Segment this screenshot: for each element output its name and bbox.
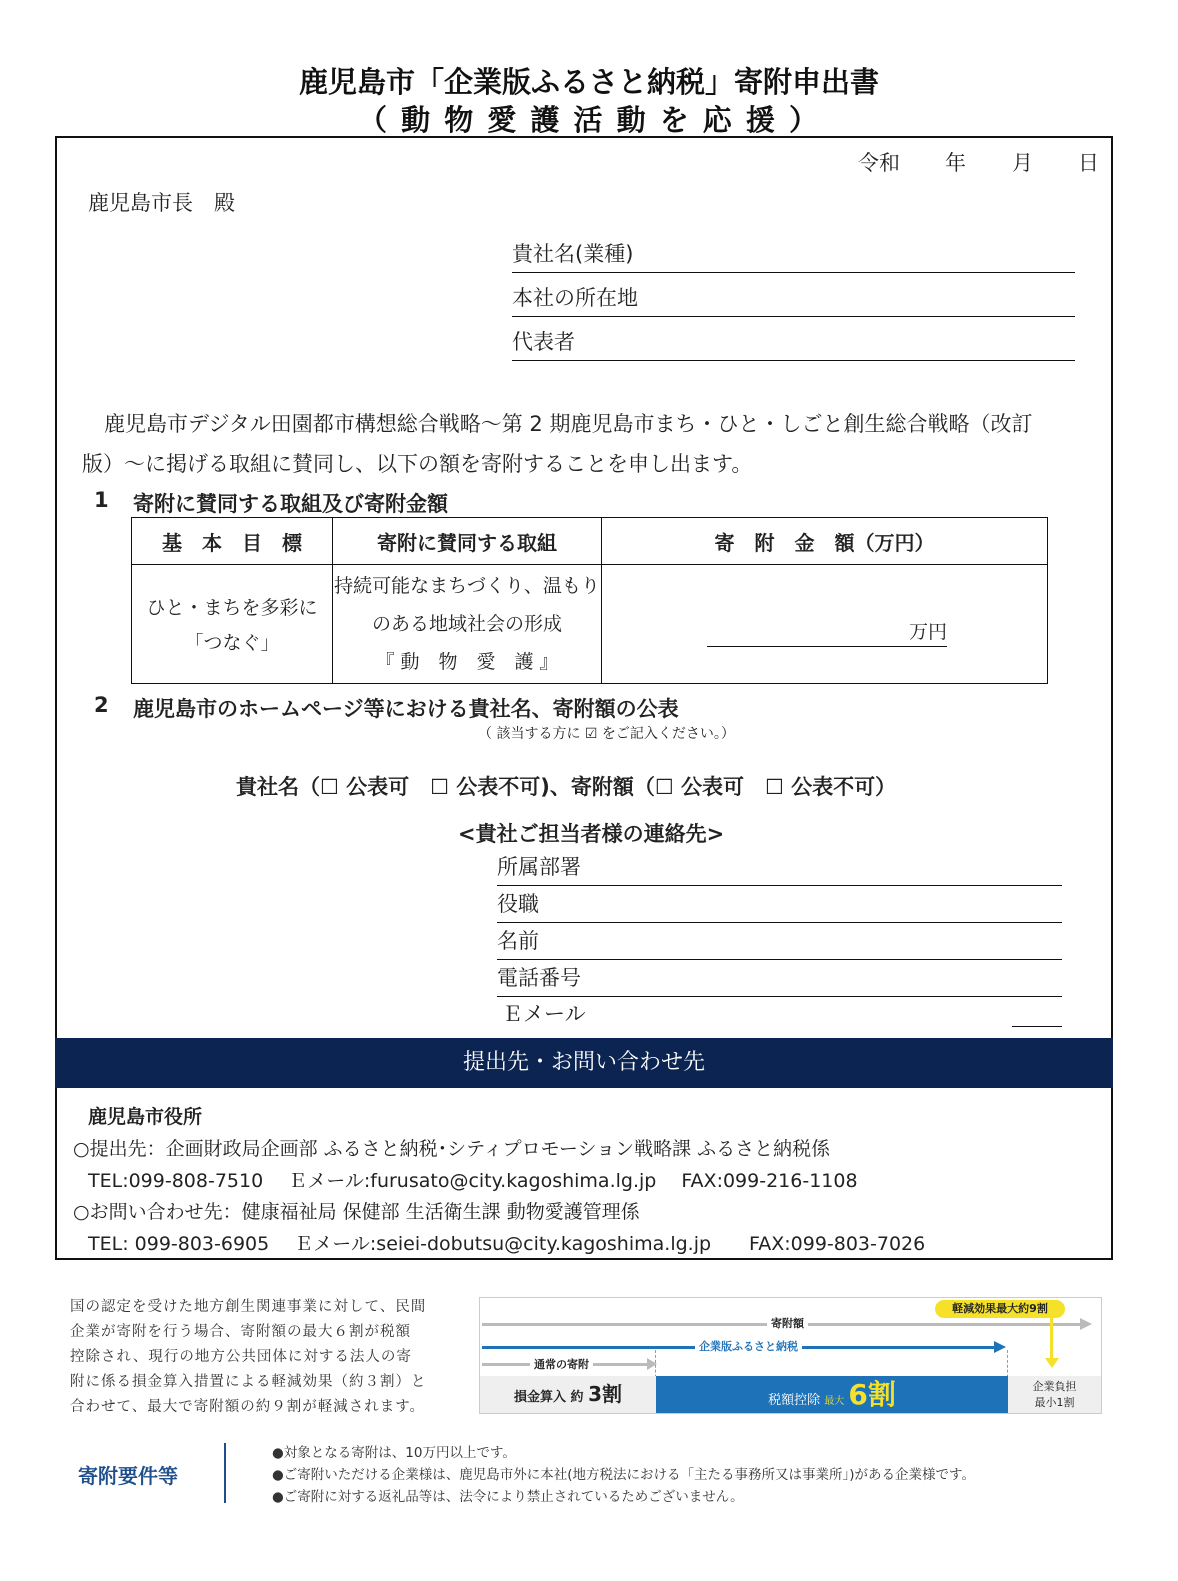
name-field[interactable]: 名前: [497, 925, 1062, 960]
header-initiative: 寄附に賛同する取組: [333, 518, 602, 565]
max-benefit-badge: 軽減効果最大約9割: [935, 1300, 1065, 1318]
header-goal: 基 本 目 標: [132, 518, 333, 565]
explanation: [70, 1295, 427, 1420]
position-field[interactable]: 役職: [497, 888, 1062, 923]
section2-number: 2: [94, 693, 109, 717]
explanation-line: 控除され、現行の地方公共団体に対する法人の寄: [70, 1349, 412, 1365]
deduction-segment: [480, 1376, 656, 1413]
representative-field[interactable]: 代表者: [512, 326, 1075, 361]
document-subtitle: （ 動 物 愛 護 活 動 を 応 援 ）: [358, 103, 820, 137]
yellow-arrow: [1050, 1318, 1053, 1360]
initiative-line-3: 『 動 物 愛 護 』: [375, 651, 559, 673]
header-amount: 寄 附 金 額（万円）: [602, 518, 1048, 565]
document-title: 鹿児島市「企業版ふるさと納税」寄附申出書: [298, 65, 879, 99]
requirements-label: 寄附要件等: [78, 1464, 178, 1488]
tax-benefit-diagram: [479, 1297, 1102, 1414]
down-arrow-icon: [1045, 1358, 1059, 1368]
requirement-item: ●ご寄附に対する返礼品等は、法令により禁止されているためございません。: [272, 1489, 744, 1505]
requirement-item: ●対象となる寄附は、10万円以上です。: [272, 1445, 516, 1461]
requirements-list: [272, 1442, 975, 1508]
donation-table: [131, 517, 1048, 684]
burden-segment: [1008, 1376, 1101, 1413]
initiative-line-2: のある地域社会の形成: [371, 613, 562, 635]
contact-heading: <貴社ご担当者様の連絡先>: [458, 822, 725, 846]
submission-bar: 提出先・お問い合わせ先: [55, 1038, 1113, 1088]
donation-label: 寄附額: [767, 1315, 808, 1331]
section1-number: 1: [94, 488, 109, 512]
date-year[interactable]: 年: [945, 151, 966, 175]
submit-contact-line[interactable]: TEL:099-808-7510 Ｅメール:furusato@city.kagoshima.lg.jp FAX:099-216-1108: [88, 1170, 858, 1192]
amount-unit: 万円: [908, 621, 947, 643]
deduction-text: 損金算入 約: [514, 1390, 584, 1405]
corporate-label: 企業版ふるさと納税: [695, 1338, 802, 1354]
company-name-field[interactable]: 貴社名(業種): [512, 238, 1075, 273]
date-month[interactable]: 月: [1012, 151, 1033, 175]
arrow-head-icon: [1080, 1318, 1092, 1330]
explanation-line: 附に係る損金算入措置による軽減効果（約３割）と: [70, 1374, 427, 1390]
date-era: 令和: [858, 151, 900, 175]
deduction-value: 3割: [588, 1382, 622, 1406]
burden-line-1: 企業負担: [1032, 1380, 1077, 1393]
initiative-cell: [333, 565, 602, 684]
amount-cell[interactable]: [602, 565, 1048, 684]
requirement-item: ●ご寄附いただける企業様は、鹿児島市外に本社(地方税法における「主たる事務所又は事業所」)がある企業様です。: [272, 1467, 975, 1483]
tax-prefix: 最大: [824, 1396, 845, 1407]
burden-line-2: 最小1割: [1034, 1396, 1075, 1409]
section2-note: （ 該当する方に ☑ をご記入ください。）: [478, 726, 735, 742]
head-office-field[interactable]: 本社の所在地: [512, 282, 1075, 317]
requirements-divider: [224, 1443, 226, 1503]
initiative-line-1: 持続可能なまちづくり、温もり: [334, 575, 600, 597]
phone-field[interactable]: 電話番号: [497, 962, 1062, 997]
publication-options[interactable]: 貴社名（☐ 公表可 ☐ 公表不可)、寄附額（☐ 公表可 ☐ 公表不可）: [236, 775, 897, 799]
explanation-line: 国の認定を受けた地方創生関連事業に対して、民間: [70, 1299, 427, 1315]
tax-text: 税額控除: [768, 1393, 821, 1408]
section1-title: 寄附に賛同する取組及び寄附金額: [133, 492, 448, 516]
explanation-line: 合わせて、最大で寄附額の約９割が軽減されます。: [70, 1399, 426, 1415]
tax-value: 6割: [848, 1378, 896, 1411]
date-day[interactable]: 日: [1078, 151, 1099, 175]
inquiry-contact-line[interactable]: TEL: 099-803-6905 Ｅメール:seiei-dobutsu@city.kagoshima.lg.jp FAX:099-803-7026: [88, 1233, 926, 1255]
goal-line-1: ひと・まちを多彩に: [146, 597, 318, 619]
department-field[interactable]: 所属部署: [497, 851, 1062, 886]
tax-credit-segment: [656, 1376, 1008, 1413]
email-underline: [1012, 1026, 1062, 1027]
submit-to-line: ○提出先：企画財政局企画部 ふるさと納税･シティプロモーション戦略課 ふるさと納税係: [73, 1138, 831, 1160]
goal-line-2: 「つなぐ」: [184, 632, 280, 654]
intro-line-1: 鹿児島市デジタル田園都市構想総合戦略～第 2 期鹿児島市まち・ひと・しごと創生総合戦略（改訂: [104, 412, 1033, 436]
explanation-line: 企業が寄附を行う場合、寄附額の最大６割が税額: [70, 1324, 411, 1340]
section2-title: 鹿児島市のホームページ等における貴社名、寄附額の公表: [133, 697, 679, 721]
amount-input[interactable]: [707, 617, 947, 647]
goal-cell: [132, 565, 333, 684]
addressee: 鹿児島市長 殿: [88, 191, 235, 215]
intro-line-2: 版）～に掲げる取組に賛同し、以下の額を寄附することを申し出ます。: [82, 452, 753, 476]
inquiry-to-line: ○お問い合わせ先：健康福祉局 保健部 生活衛生課 動物愛護管理係: [73, 1201, 640, 1223]
city-office: 鹿児島市役所: [88, 1106, 203, 1128]
arrow-head-icon: [994, 1341, 1006, 1353]
normal-label: 通常の寄附: [530, 1356, 593, 1372]
email-field[interactable]: Ｅメール: [502, 1002, 586, 1026]
